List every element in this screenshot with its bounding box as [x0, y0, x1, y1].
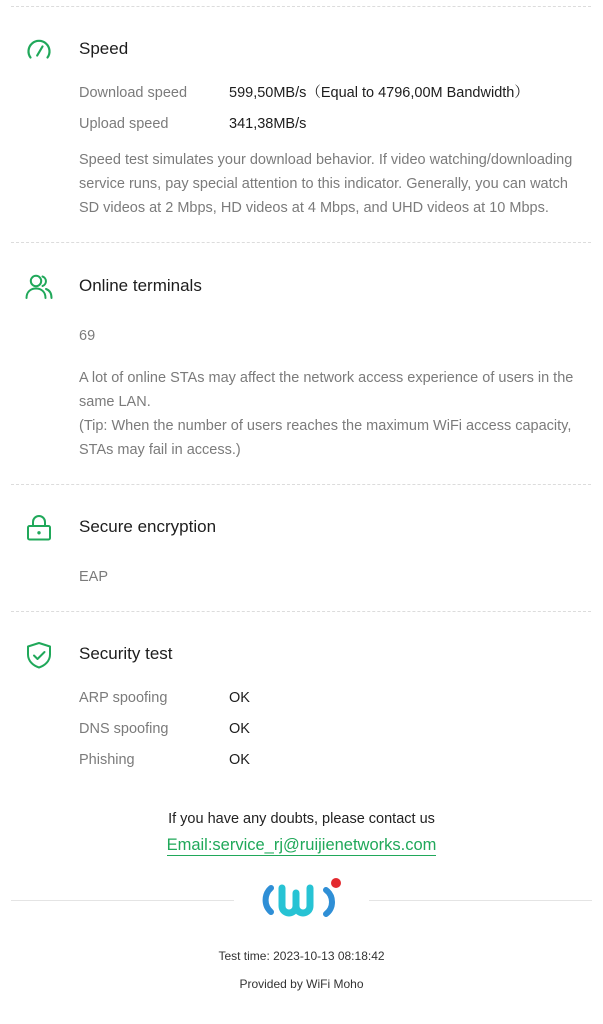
- footer-divider-left: [11, 900, 234, 901]
- email-link[interactable]: Email:service_rj@ruijienetworks.com: [166, 836, 437, 854]
- footer-divider-right: [369, 900, 592, 901]
- dns-spoofing-value: OK: [229, 721, 250, 737]
- phishing-value: OK: [229, 752, 250, 768]
- download-speed-label: Download speed: [79, 85, 188, 101]
- section-divider: [11, 484, 591, 485]
- speed-title: Speed: [79, 39, 129, 58]
- terminals-count: 69: [79, 328, 96, 344]
- provided-by: Provided by WiFi Moho: [239, 977, 364, 991]
- security-title: Security test: [79, 644, 173, 663]
- arp-spoofing-label: ARP spoofing: [79, 690, 168, 706]
- download-speed-value: 599,50MB/s（Equal to 4796,00M Bandwidth）: [229, 85, 529, 101]
- terminals-description: [79, 366, 584, 462]
- terminals-description-text: A lot of online STAs may affect the network access experience of users in the same LAN.: [79, 370, 574, 410]
- terminals-tip-text: (Tip: When the number of users reaches the maximum WiFi access capacity, STAs may fail in access.): [79, 418, 572, 458]
- terminals-title: Online terminals: [79, 276, 202, 295]
- encryption-value: EAP: [79, 569, 109, 585]
- upload-speed-value: 341,38MB/s: [229, 116, 307, 132]
- test-time: Test time: 2023-10-13 08:18:42: [218, 949, 385, 963]
- arp-spoofing-value: OK: [229, 690, 250, 706]
- section-divider: [11, 242, 591, 243]
- email-link-row: [0, 836, 603, 855]
- contact-prompt: If you have any doubts, please contact us: [168, 811, 435, 827]
- speedometer-icon: [24, 35, 54, 65]
- speed-description: [79, 148, 584, 220]
- section-divider: [11, 611, 591, 612]
- wifi-moho-logo-icon: [260, 876, 344, 924]
- encryption-title: Secure encryption: [79, 517, 217, 536]
- shield-check-icon: [24, 640, 54, 670]
- speed-description-text: Speed test simulates your download behavior. If video watching/downloading service runs, pay special attention to this indicator. Generally, you can watch SD videos at 2 Mbps, HD videos at 4 Mbps, and UHD videos at 10 Mbps.: [79, 152, 573, 216]
- top-divider: [11, 6, 591, 7]
- lock-icon: [24, 513, 54, 543]
- dns-spoofing-label: DNS spoofing: [79, 721, 169, 737]
- users-icon: [24, 272, 54, 302]
- upload-speed-label: Upload speed: [79, 116, 169, 132]
- phishing-label: Phishing: [79, 752, 135, 768]
